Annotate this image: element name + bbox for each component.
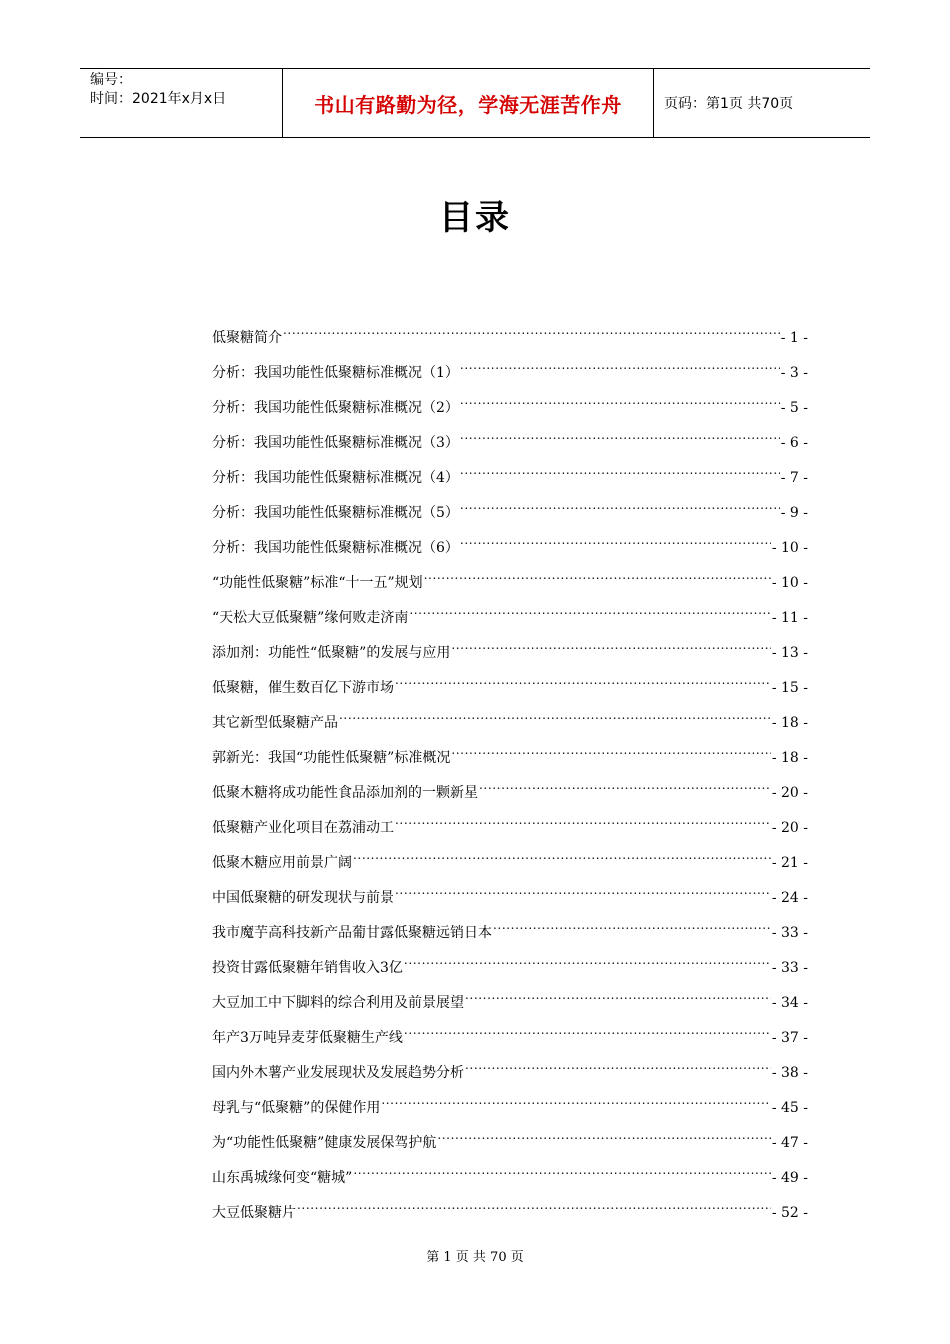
- toc-entry[interactable]: [212, 983, 808, 1018]
- toc-entry[interactable]: [212, 388, 808, 423]
- toc-entry-page: - 10 -: [771, 540, 808, 556]
- toc-entry-title: 低聚糖简介: [212, 330, 282, 346]
- toc-entry[interactable]: [212, 668, 808, 703]
- toc-entry-title: 母乳与“低聚糖”的保健作用: [212, 1100, 381, 1116]
- toc-entry-title: “功能性低聚糖”标准“十一五”规划: [212, 575, 423, 591]
- toc-entry-title: 分析：我国功能性低聚糖标准概况（5）: [212, 505, 459, 521]
- toc-leader-dots: [424, 563, 771, 587]
- toc-leader-dots: [437, 1123, 770, 1147]
- toc-leader-dots: [395, 808, 771, 832]
- toc-entry-page: - 11 -: [771, 610, 808, 626]
- toc-entry-title: 山东禹城缘何变“糖城”: [212, 1170, 353, 1186]
- toc-entry[interactable]: [212, 563, 808, 598]
- toc-leader-dots: [479, 773, 771, 797]
- motto: 书山有路勤为径，学海无涯苦作舟: [282, 69, 654, 137]
- toc-entry-page: - 7 -: [780, 470, 808, 486]
- toc-entry[interactable]: [212, 633, 808, 668]
- toc-entry[interactable]: [212, 878, 808, 913]
- toc-leader-dots: [404, 1018, 771, 1042]
- toc-entry-page: - 3 -: [780, 365, 808, 381]
- toc-entry-page: - 18 -: [771, 715, 808, 731]
- toc-entry[interactable]: [212, 1088, 808, 1123]
- toc-leader-dots: [460, 528, 771, 552]
- toc-entry-title: 分析：我国功能性低聚糖标准概况（4）: [212, 470, 459, 486]
- toc-entry-title: 低聚木糖将成功能性食品添加剂的一颗新星: [212, 785, 478, 801]
- toc-entry-title: 年产3万吨异麦芽低聚糖生产线: [212, 1030, 403, 1046]
- toc-entry[interactable]: [212, 598, 808, 633]
- toc-entry[interactable]: [212, 773, 808, 808]
- toc-leader-dots: [395, 668, 771, 692]
- toc-entry-page: - 24 -: [771, 890, 808, 906]
- toc-entry-page: - 33 -: [771, 960, 808, 976]
- toc-entry-page: - 38 -: [771, 1065, 808, 1081]
- toc-entry-title: 低聚木糖应用前景广阔: [212, 855, 352, 871]
- page-title: 目录: [439, 198, 511, 238]
- toc-entry-page: - 33 -: [771, 925, 808, 941]
- toc-entry-page: - 13 -: [771, 645, 808, 661]
- toc-entry-title: 分析：我国功能性低聚糖标准概况（6）: [212, 540, 459, 556]
- toc-entry-page: - 20 -: [771, 820, 808, 836]
- toc-entry[interactable]: [212, 738, 808, 773]
- toc-entry-title: 低聚糖，催生数百亿下游市场: [212, 680, 394, 696]
- page-info: 页码：第1页 共70页: [664, 96, 794, 112]
- toc-entry-title: 大豆加工中下脚料的综合利用及前景展望: [212, 995, 464, 1011]
- table-of-contents: [212, 318, 808, 1228]
- toc-entry[interactable]: [212, 808, 808, 843]
- toc-leader-dots: [451, 738, 770, 762]
- toc-entry[interactable]: [212, 1018, 808, 1053]
- header-table: [80, 68, 870, 138]
- toc-entry-page: - 21 -: [771, 855, 808, 871]
- time-label: 时间：2021年x月x日: [90, 91, 227, 107]
- toc-entry-page: - 20 -: [771, 785, 808, 801]
- toc-entry-page: - 10 -: [771, 575, 808, 591]
- toc-entry[interactable]: [212, 493, 808, 528]
- toc-leader-dots: [353, 1158, 770, 1182]
- toc-entry-title: “天松大豆低聚糖”缘何败走济南: [212, 610, 409, 626]
- toc-entry[interactable]: [212, 1053, 808, 1088]
- toc-entry-title: 大豆低聚糖片: [212, 1205, 296, 1221]
- toc-entry-title: 郭新光：我国“功能性低聚糖”标准概况: [212, 750, 451, 766]
- toc-entry-page: - 47 -: [771, 1135, 808, 1151]
- toc-leader-dots: [460, 388, 780, 412]
- toc-entry-page: - 5 -: [780, 400, 808, 416]
- toc-entry-title: 国内外木薯产业发展现状及发展趋势分析: [212, 1065, 464, 1081]
- toc-leader-dots: [381, 1088, 770, 1112]
- toc-entry-title: 分析：我国功能性低聚糖标准概况（3）: [212, 435, 459, 451]
- toc-leader-dots: [353, 843, 771, 867]
- toc-leader-dots: [460, 493, 780, 517]
- toc-entry[interactable]: [212, 318, 808, 353]
- toc-leader-dots: [283, 318, 780, 342]
- toc-entry[interactable]: [212, 458, 808, 493]
- toc-entry-page: - 15 -: [771, 680, 808, 696]
- toc-entry-title: 我市魔芋高科技新产品葡甘露低聚糖远销日本: [212, 925, 492, 941]
- toc-entry-page: - 49 -: [771, 1170, 808, 1186]
- number-label: 编号：: [90, 72, 132, 88]
- toc-entry-title: 为“功能性低聚糖”健康发展保驾护航: [212, 1135, 437, 1151]
- toc-leader-dots: [395, 878, 771, 902]
- toc-entry-title: 投资甘露低聚糖年销售收入3亿: [212, 960, 403, 976]
- toc-entry-page: - 34 -: [771, 995, 808, 1011]
- toc-entry-page: - 1 -: [780, 330, 808, 346]
- toc-leader-dots: [460, 423, 780, 447]
- header-meta: [80, 69, 282, 137]
- toc-entry-page: - 52 -: [771, 1205, 808, 1221]
- toc-entry-title: 添加剂：功能性“低聚糖”的发展与应用: [212, 645, 451, 661]
- toc-leader-dots: [339, 703, 771, 727]
- toc-leader-dots: [409, 598, 770, 622]
- toc-leader-dots: [493, 913, 771, 937]
- toc-leader-dots: [404, 948, 771, 972]
- toc-entry[interactable]: [212, 1193, 808, 1228]
- toc-leader-dots: [297, 1193, 771, 1217]
- toc-entry[interactable]: [212, 1123, 808, 1158]
- toc-entry-page: - 45 -: [771, 1100, 808, 1116]
- toc-entry-page: - 18 -: [771, 750, 808, 766]
- toc-entry[interactable]: [212, 1158, 808, 1193]
- toc-entry[interactable]: [212, 528, 808, 563]
- toc-leader-dots: [460, 353, 780, 377]
- toc-entry-page: - 9 -: [780, 505, 808, 521]
- toc-entry-page: - 6 -: [780, 435, 808, 451]
- toc-entry-title: 分析：我国功能性低聚糖标准概况（2）: [212, 400, 459, 416]
- toc-leader-dots: [465, 1053, 771, 1077]
- page-footer: 第 1 页 共 70 页: [426, 1250, 524, 1265]
- toc-entry[interactable]: [212, 423, 808, 458]
- toc-entry[interactable]: [212, 703, 808, 738]
- toc-entry[interactable]: [212, 843, 808, 878]
- toc-entry[interactable]: [212, 913, 808, 948]
- toc-entry-title: 其它新型低聚糖产品: [212, 715, 338, 731]
- toc-entry-title: 分析：我国功能性低聚糖标准概况（1）: [212, 365, 459, 381]
- toc-entry-title: 中国低聚糖的研发现状与前景: [212, 890, 394, 906]
- toc-leader-dots: [460, 458, 780, 482]
- toc-entry[interactable]: [212, 353, 808, 388]
- toc-entry[interactable]: [212, 948, 808, 983]
- toc-entry-title: 低聚糖产业化项目在荔浦动工: [212, 820, 394, 836]
- toc-leader-dots: [451, 633, 770, 657]
- toc-leader-dots: [465, 983, 771, 1007]
- toc-entry-page: - 37 -: [771, 1030, 808, 1046]
